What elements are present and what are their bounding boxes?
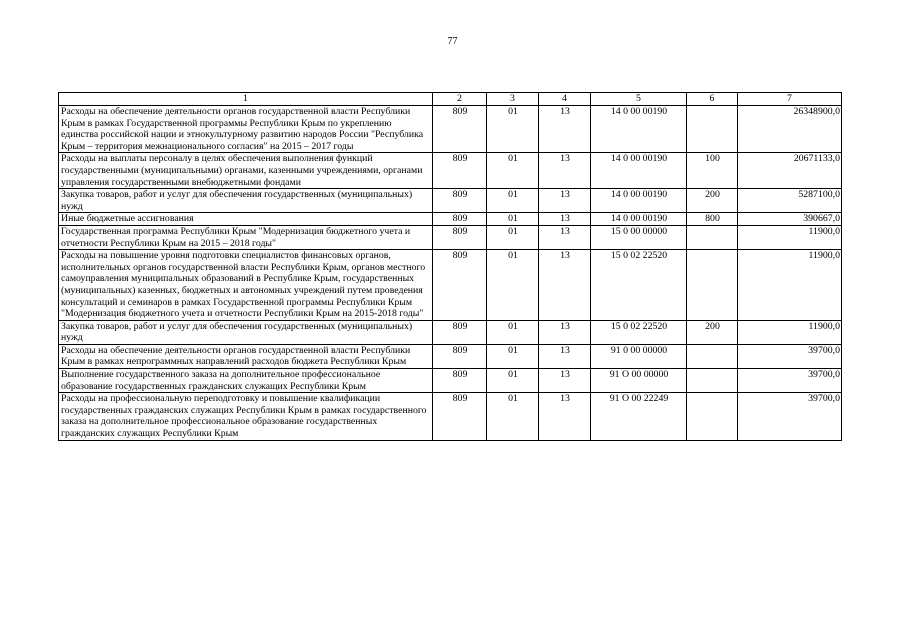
ministry-code-cell: 809 <box>433 153 487 189</box>
table-row <box>59 213 842 226</box>
expense-type-cell <box>687 393 738 440</box>
expense-type-cell <box>687 250 738 321</box>
subsection-code-cell: 13 <box>539 153 591 189</box>
table-row <box>59 369 842 393</box>
target-article-cell: 91 О 00 22249 <box>591 393 687 440</box>
expense-type-cell: 100 <box>687 153 738 189</box>
amount-cell: 39700,0 <box>738 344 842 368</box>
expense-type-cell <box>687 106 738 153</box>
table-row <box>59 344 842 368</box>
ministry-code-cell: 809 <box>433 213 487 226</box>
section-code-cell: 01 <box>487 344 539 368</box>
target-article-cell: 14 0 00 00190 <box>591 213 687 226</box>
ministry-code-cell: 809 <box>433 369 487 393</box>
expense-type-cell <box>687 344 738 368</box>
ministry-code-cell: 809 <box>433 393 487 440</box>
expense-type-cell: 200 <box>687 189 738 213</box>
expense-name-cell: Государственная программа Республики Крым "Модернизация бюджетного учета и отчетности Республики Крым на 2015 – 2018 годы" <box>59 225 433 249</box>
expense-type-cell: 800 <box>687 213 738 226</box>
header-row <box>59 93 842 106</box>
table-row <box>59 153 842 189</box>
amount-cell: 26348900,0 <box>738 106 842 153</box>
target-article-cell: 14 0 00 00190 <box>591 153 687 189</box>
amount-cell: 39700,0 <box>738 393 842 440</box>
expense-name-cell: Закупка товаров, работ и услуг для обеспечения государственных (муниципальных) нужд <box>59 320 433 344</box>
expense-name-cell: Расходы на обеспечение деятельности органов государственной власти Республики Крым в рамках Государственной программы Республики Крым по укреплению единства российской нации и этнокультурному развитию народов России "Республика Крым – территория межнационального согласия" на 2015 – 2017 годы <box>59 106 433 153</box>
expense-type-cell <box>687 369 738 393</box>
ministry-code-cell: 809 <box>433 225 487 249</box>
section-code-cell: 01 <box>487 213 539 226</box>
table-row <box>59 225 842 249</box>
expense-name-cell: Выполнение государственного заказа на дополнительное профессиональное образование государственных гражданских служащих Республики Крым <box>59 369 433 393</box>
table-row <box>59 189 842 213</box>
section-code-cell: 01 <box>487 369 539 393</box>
expense-name-cell: Расходы на обеспечение деятельности органов государственной власти Республики Крым в рамках непрограммных направлений расходов бюджета Республики Крым <box>59 344 433 368</box>
table-body <box>59 106 842 441</box>
subsection-code-cell: 13 <box>539 106 591 153</box>
section-code-cell: 01 <box>487 153 539 189</box>
expense-name-cell: Расходы на повышение уровня подготовки специалистов финансовых органов, исполнительных органов государственной власти Республики Крым, органов местного самоуправления муниципальных образований в Республике Крым, государственных (муниципальных) казенных, бюджетных и автономных учреждений путем проведения консультаций и семинаров в рамках Государственной программы Республики Крым "Модернизация бюджетного учета и отчетности Республики Крым на 2015-2018 годы" <box>59 250 433 321</box>
header-col-4: 4 <box>539 93 591 106</box>
subsection-code-cell: 13 <box>539 189 591 213</box>
amount-cell: 390667,0 <box>738 213 842 226</box>
target-article-cell: 15 0 00 00000 <box>591 225 687 249</box>
ministry-code-cell: 809 <box>433 106 487 153</box>
section-code-cell: 01 <box>487 393 539 440</box>
header-col-6: 6 <box>687 93 738 106</box>
page-number: 77 <box>447 36 458 47</box>
target-article-cell: 14 0 00 00190 <box>591 189 687 213</box>
header-col-7: 7 <box>738 93 842 106</box>
expense-name-cell: Иные бюджетные ассигнования <box>59 213 433 226</box>
subsection-code-cell: 13 <box>539 344 591 368</box>
target-article-cell: 91 0 00 00000 <box>591 344 687 368</box>
expense-name-cell: Расходы на профессиональную переподготовку и повышение квалификации государственных гражданских служащих Республики Крым в рамках государственного заказа на дополнительное профессиональное образование государственных гражданских служащих Республики Крым <box>59 393 433 440</box>
ministry-code-cell: 809 <box>433 189 487 213</box>
section-code-cell: 01 <box>487 189 539 213</box>
header-col-1: 1 <box>59 93 433 106</box>
section-code-cell: 01 <box>487 320 539 344</box>
header-col-3: 3 <box>487 93 539 106</box>
section-code-cell: 01 <box>487 225 539 249</box>
amount-cell: 39700,0 <box>738 369 842 393</box>
table-row <box>59 320 842 344</box>
section-code-cell: 01 <box>487 106 539 153</box>
table-row <box>59 106 842 153</box>
budget-table <box>58 92 842 441</box>
target-article-cell: 15 0 02 22520 <box>591 320 687 344</box>
ministry-code-cell: 809 <box>433 344 487 368</box>
expense-type-cell: 200 <box>687 320 738 344</box>
section-code-cell: 01 <box>487 250 539 321</box>
amount-cell: 11900,0 <box>738 320 842 344</box>
table-row <box>59 393 842 440</box>
ministry-code-cell: 809 <box>433 250 487 321</box>
target-article-cell: 14 0 00 00190 <box>591 106 687 153</box>
table-row <box>59 250 842 321</box>
amount-cell: 5287100,0 <box>738 189 842 213</box>
amount-cell: 20671133,0 <box>738 153 842 189</box>
subsection-code-cell: 13 <box>539 225 591 249</box>
target-article-cell: 91 О 00 00000 <box>591 369 687 393</box>
amount-cell: 11900,0 <box>738 225 842 249</box>
subsection-code-cell: 13 <box>539 369 591 393</box>
header-col-2: 2 <box>433 93 487 106</box>
header-col-5: 5 <box>591 93 687 106</box>
subsection-code-cell: 13 <box>539 250 591 321</box>
subsection-code-cell: 13 <box>539 320 591 344</box>
amount-cell: 11900,0 <box>738 250 842 321</box>
expense-type-cell <box>687 225 738 249</box>
subsection-code-cell: 13 <box>539 213 591 226</box>
target-article-cell: 15 0 02 22520 <box>591 250 687 321</box>
ministry-code-cell: 809 <box>433 320 487 344</box>
subsection-code-cell: 13 <box>539 393 591 440</box>
expense-name-cell: Закупка товаров, работ и услуг для обеспечения государственных (муниципальных) нужд <box>59 189 433 213</box>
expense-name-cell: Расходы на выплаты персоналу в целях обеспечения выполнения функций государственными (муниципальными) органами, казенными учреждениями, органами управления государственными внебюджетными фондами <box>59 153 433 189</box>
